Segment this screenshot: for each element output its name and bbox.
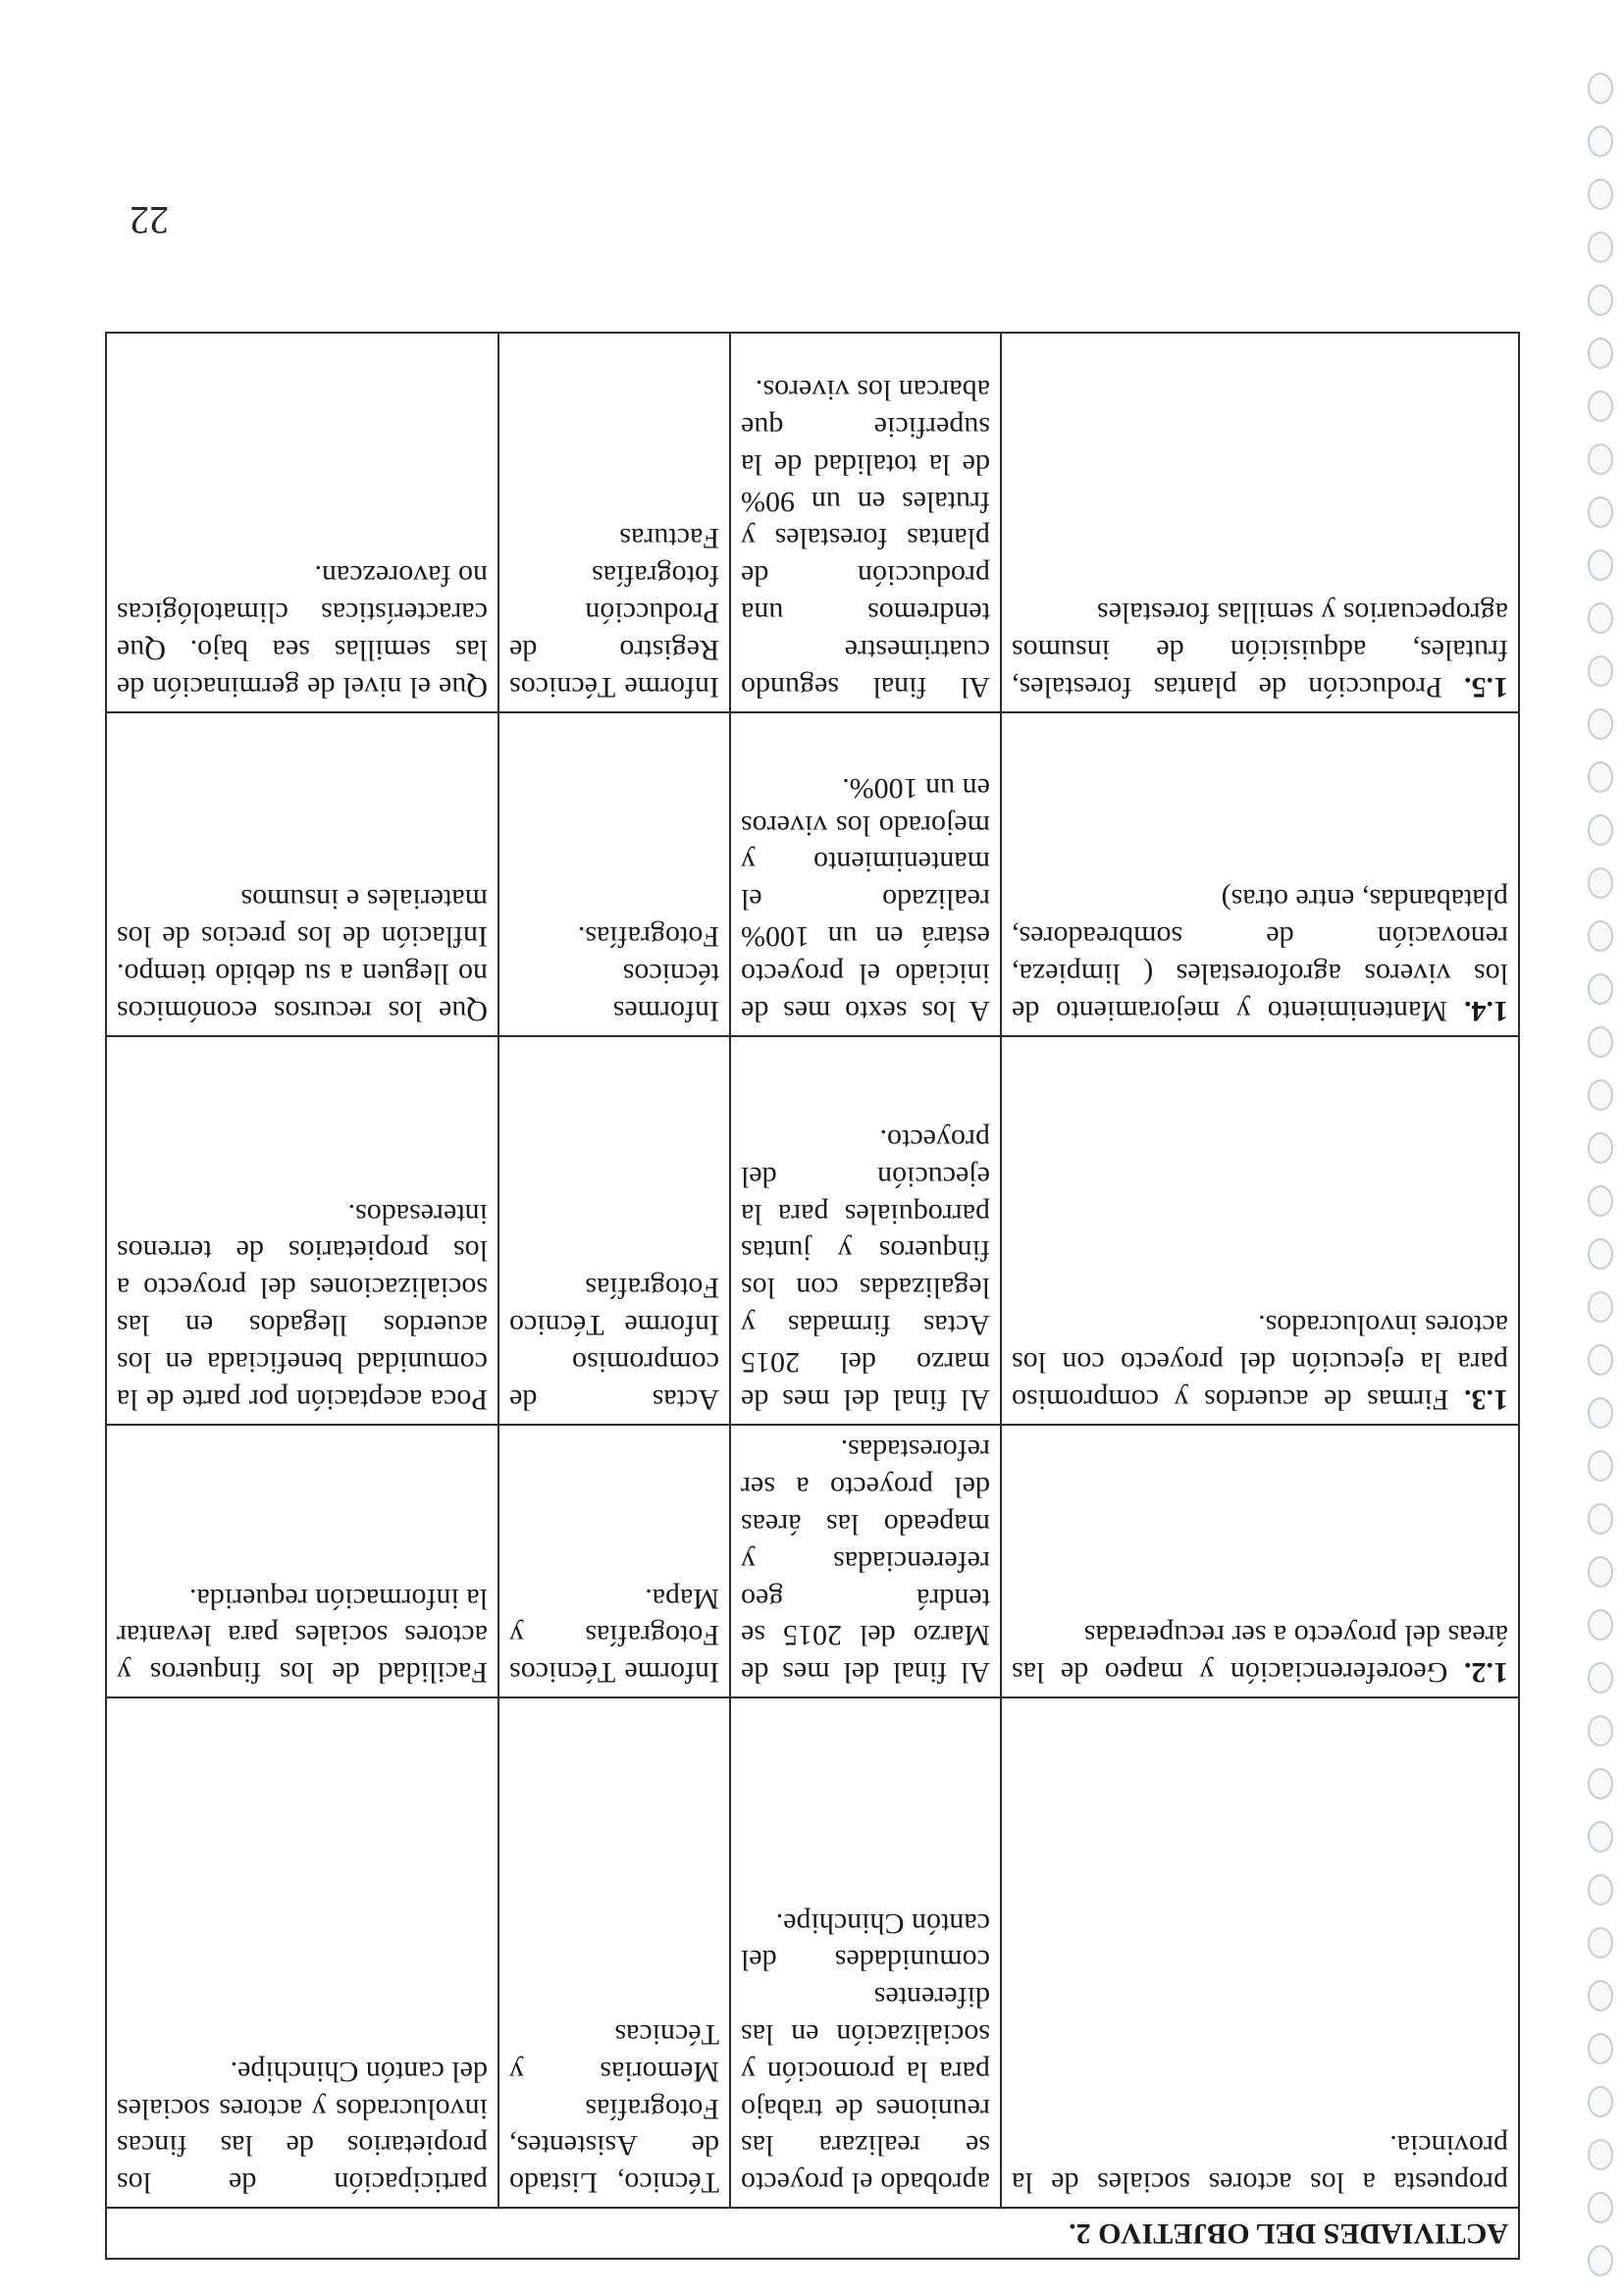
binder-hole: [1588, 496, 1613, 528]
table-row: [106, 712, 1519, 1036]
binder-hole: [1588, 232, 1613, 263]
binder-hole: [1588, 1238, 1613, 1270]
assumption-cell: Que los recursos económicos no lleguen a su debido tiempo. Inflación de los precios de los materiales e insumos: [106, 712, 498, 1036]
page-number: 22: [130, 198, 169, 242]
binder-hole: [1588, 338, 1613, 369]
activity-cell: [1001, 333, 1519, 712]
binder-hole: [1588, 1662, 1613, 1694]
binder-hole: [1588, 2245, 1613, 2276]
binder-hole: [1588, 1980, 1613, 2011]
verification-cell: Informe Técnicos Fotografías y Mapa.: [498, 1425, 730, 1698]
activity-number: 1.3.: [1464, 1383, 1508, 1416]
binder-holes: [1584, 29, 1617, 2276]
binder-hole: [1588, 1503, 1613, 1535]
binder-hole: [1588, 867, 1613, 899]
binder-hole: [1588, 1291, 1613, 1323]
table-row: [106, 1425, 1519, 1698]
binder-hole: [1588, 2192, 1613, 2223]
assumption-cell: Facilidad de los finqueros y actores sociales para levantar la información requerida.: [106, 1425, 498, 1698]
binder-hole: [1588, 1079, 1613, 1111]
binder-hole: [1588, 708, 1613, 740]
activity-cell: [1001, 1697, 1519, 2208]
assumption-cell: Poca aceptación por parte de la comunidad beneficiada en los acuerdos llegados en las socializaciones del proyecto a los propietarios de terrenos interesados.: [106, 1036, 498, 1425]
binder-hole: [1588, 2139, 1613, 2170]
verification-cell: Técnico, Listado de Asistentes, Fotografías Memorias y Técnicas: [498, 1697, 730, 2208]
binder-hole: [1588, 1874, 1613, 1905]
binder-hole: [1588, 973, 1613, 1005]
binder-hole: [1588, 391, 1613, 422]
binder-hole: [1588, 1344, 1613, 1376]
binder-hole: [1588, 2086, 1613, 2117]
binder-hole: [1588, 1715, 1613, 1747]
timeline-cell: A los sexto mes de iniciado el proyecto estará en un 100% realizado el mantenimiento y mejorado los viveros en un 100%.: [730, 712, 1001, 1036]
verification-cell: Actas de compromiso Informe Técnico Fotografías: [498, 1036, 730, 1425]
binder-hole: [1588, 2033, 1613, 2064]
activity-text: propuesta a los actores sociales de la provincia.: [1012, 2129, 1508, 2200]
binder-hole: [1588, 549, 1613, 581]
activity-cell: [1001, 1425, 1519, 1698]
binder-hole: [1588, 1556, 1613, 1588]
binder-hole: [1588, 655, 1613, 687]
timeline-cell: aprobado el proyecto se realizara las reuniones de trabajo para la promoción y socialización en las diferentes comunidades del cantón Chinchipe.: [730, 1697, 1001, 2208]
binder-hole: [1588, 444, 1613, 475]
binder-hole: [1588, 814, 1613, 846]
table-heading-row: [106, 2208, 1519, 2259]
binder-hole: [1588, 1026, 1613, 1058]
activity-text: Mantenimiento y mejoramiento de los viveros agroforestales ( limpieza, renovación de sombreadores, platabandas, entre otras): [1012, 883, 1508, 1027]
binder-hole: [1588, 73, 1613, 104]
binder-hole: [1588, 1397, 1613, 1429]
binder-hole: [1588, 1185, 1613, 1217]
table-row: [106, 1697, 1519, 2208]
binder-hole: [1588, 1927, 1613, 1958]
activity-number: 1.5.: [1464, 670, 1508, 704]
assumption-cell: participación de los propietarios de las fincas involucrados y actores sociales del cantón Chinchipe.: [106, 1697, 498, 2208]
table-row: [106, 333, 1519, 712]
binder-hole: [1588, 1609, 1613, 1641]
binder-hole: [1588, 920, 1613, 952]
timeline-cell: Al final del mes de Marzo del 2015 se tendrá geo referenciadas y mapeado las áreas del proyecto a ser reforestadas.: [730, 1425, 1001, 1698]
table-row: [106, 1036, 1519, 1425]
activity-cell: [1001, 712, 1519, 1036]
activities-table: [105, 332, 1520, 2260]
binder-hole: [1588, 1450, 1613, 1482]
timeline-cell: Al final del mes de marzo del 2015 Actas firmadas y legalizadas con los finqueros y juntas parroquiales para la ejecución del proyecto.: [730, 1036, 1001, 1425]
timeline-cell: Al final segundo cuatrimestre tendremos una producción de plantas forestales y frutales en un 90% de la totalidad de la superficie que abarcan los viveros.: [730, 333, 1001, 712]
activity-cell: [1001, 1036, 1519, 1425]
binder-hole: [1588, 761, 1613, 793]
activity-number: 1.4.: [1464, 994, 1508, 1027]
binder-hole: [1588, 1821, 1613, 1852]
verification-cell: Informe Técnicos Registro de Producción fotografías Facturas: [498, 333, 730, 712]
assumption-cell: Que el nivel de germinación de las semillas sea bajo. Que características climatológicas no favorezcan.: [106, 333, 498, 712]
table-heading: ACTIVIADES DEL OBJETIVO 2.: [106, 2208, 1519, 2259]
activity-number: 1.2.: [1464, 1656, 1508, 1690]
binder-hole: [1588, 1132, 1613, 1164]
binder-hole: [1588, 1768, 1613, 1800]
binder-hole: [1588, 285, 1613, 316]
binder-hole: [1588, 126, 1613, 157]
activity-text: Georeferenciación y mapeo de las áreas del proyecto a ser recuperadas: [1012, 1619, 1508, 1690]
verification-cell: Informes técnicos Fotografías.: [498, 712, 730, 1036]
binder-hole: [1588, 179, 1613, 210]
activity-text: Firmas de acuerdos y compromiso para la ejecución del proyecto con los actores involucrados.: [1011, 1309, 1508, 1416]
binder-hole: [1588, 602, 1613, 634]
activity-text: Producción de plantas forestales, frutales, adquisición de insumos agropecuarios y semillas forestales: [1012, 597, 1508, 704]
